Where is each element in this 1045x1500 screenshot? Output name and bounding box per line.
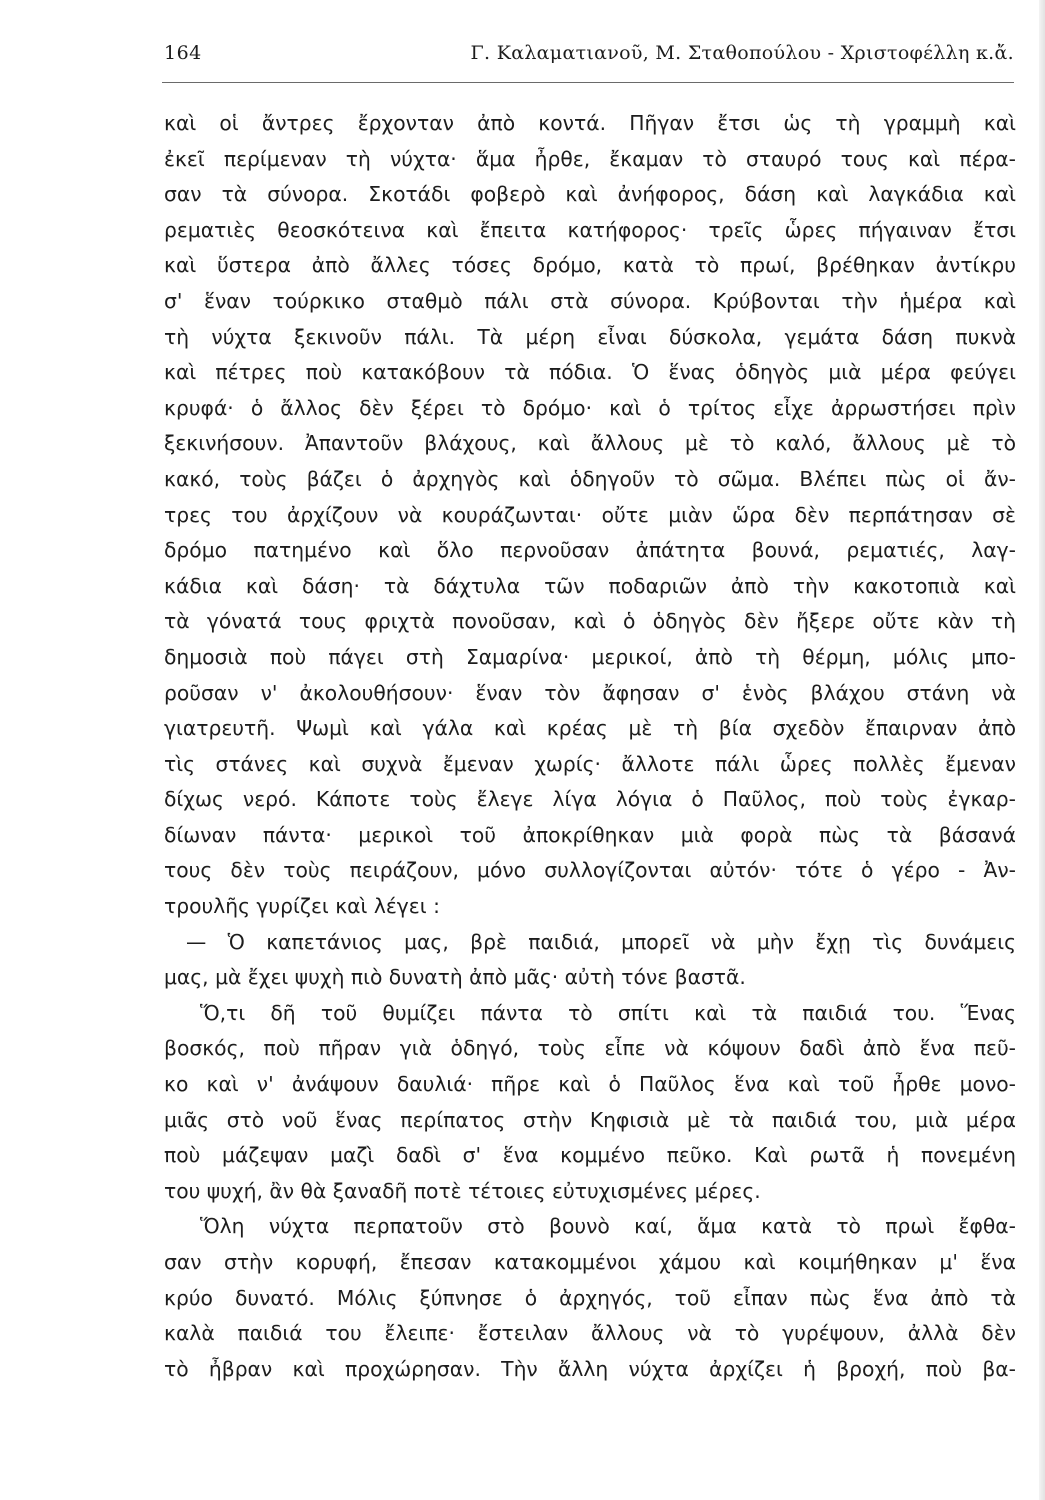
running-head bbox=[162, 40, 1014, 78]
text-line: ξεκινήσουν. Ἀπαντοῦν βλάχους, καὶ ἄλλους μὲ τὸ καλό, ἄλλους μὲ τὸ bbox=[164, 431, 1016, 456]
text-line: σ' ἕναν τούρκικο σταθμὸ πάλι στὰ σύνορα. Κρύβονται τὴν ἡμέρα καὶ bbox=[164, 288, 1016, 313]
text-line: τὴ νύχτα ξεκινοῦν πάλι. Τὰ μέρη εἶναι δύσκολα, γεμάτα δάση πυκνὰ bbox=[164, 324, 1016, 349]
text-line: Ὅλη νύχτα περπατοῦν στὸ βουνὸ καί, ἅμα κατὰ τὸ πρωὶ ἔφθα- bbox=[200, 1214, 1016, 1239]
text-line: τρες του ἀρχίζουν νὰ κουράζωνται· οὔτε μιὰν ὥρα δὲν περπάτησαν σὲ bbox=[164, 502, 1016, 527]
text-line: του ψυχή, ἂν θὰ ξαναδῆ ποτὲ τέτοιες εὐτυχισμένες μέρες. bbox=[164, 1178, 761, 1203]
text-line: τρουλῆς γυρίζει καὶ λέγει : bbox=[164, 894, 440, 919]
text-line: ροῦσαν ν' ἀκολουθήσουν· ἕναν τὸν ἄφησαν σ' ἑνὸς βλάχου στάνη νὰ bbox=[164, 680, 1016, 705]
text-line: μας, μὰ ἔχει ψυχὴ πιὸ δυνατὴ ἀπὸ μᾶς· αὐτὴ τόνε βαστᾶ. bbox=[164, 965, 746, 990]
text-line: τους δὲν τοὺς πειράζουν, μόνο συλλογίζονται αὐτόν· τότε ὁ γέρο - Ἀν- bbox=[164, 858, 1016, 883]
header-rule bbox=[162, 82, 1014, 83]
running-head-title: Γ. Καλαματιανοῦ, Μ. Σταθοπούλου - Χριστοφέλλη κ.ἄ. bbox=[470, 42, 1014, 64]
text-line: καὶ πέτρες ποὺ κατακόβουν τὰ πόδια. Ὁ ἕνας ὁδηγὸς μιὰ μέρα φεύγει bbox=[164, 360, 1016, 385]
text-line: κο καὶ ν' ἀνάψουν δαυλιά· πῆρε καὶ ὁ Παῦλος ἕνα καὶ τοῦ ἦρθε μονο- bbox=[164, 1072, 1016, 1097]
text-line: σαν τὰ σύνορα. Σκοτάδι φοβερὸ καὶ ἀνήφορος, δάση καὶ λαγκάδια καὶ bbox=[164, 182, 1016, 207]
text-line: καλὰ παιδιά του ἔλειπε· ἔστειλαν ἄλλους νὰ τὸ γυρέψουν, ἀλλὰ δὲν bbox=[164, 1321, 1016, 1346]
text-line: γιατρευτῆ. Ψωμὶ καὶ γάλα καὶ κρέας μὲ τὴ βία σχεδὸν ἔπαιρναν ἀπὸ bbox=[164, 716, 1016, 741]
text-line: καὶ οἱ ἄντρες ἔρχονταν ἀπὸ κοντά. Πῆγαν ἔτσι ὡς τὴ γραμμὴ καὶ bbox=[164, 111, 1016, 135]
text-line: δρόμο πατημένο καὶ ὅλο περνοῦσαν ἀπάτητα βουνά, ρεματιές, λαγ- bbox=[164, 538, 1016, 563]
text-line: σαν στὴν κορυφή, ἔπεσαν κατακομμένοι χάμου καὶ κοιμήθηκαν μ' ἕνα bbox=[164, 1250, 1016, 1274]
text-line: καὶ ὕστερα ἀπὸ ἄλλες τόσες δρόμο, κατὰ τὸ πρωί, βρέθηκαν ἀντίκρυ bbox=[164, 253, 1016, 278]
text-line: τὸ ἦβραν καὶ προχώρησαν. Τὴν ἄλλη νύχτα ἀρχίζει ἡ βροχή, ποὺ βα- bbox=[164, 1356, 1016, 1381]
page-edge-shadow bbox=[1039, 0, 1045, 1500]
text-line: Ὅ,τι δῆ τοῦ θυμίζει πάντα τὸ σπίτι καὶ τὰ παιδιά του. Ἕνας bbox=[200, 1000, 1016, 1025]
text-line: — Ὁ καπετάνιος μας, βρὲ παιδιά, μπορεῖ νὰ μὴν ἔχῃ τὶς δυνάμεις bbox=[186, 929, 1016, 954]
text-line: κάδια καὶ δάση· τὰ δάχτυλα τῶν ποδαριῶν ἀπὸ τὴν κακοτοπιὰ καὶ bbox=[164, 573, 1016, 598]
text-line: ποὺ μάζεψαν μαζὶ δαδὶ σ' ἕνα κομμένο πεῦκο. Καὶ ρωτᾶ ἡ πονεμένη bbox=[164, 1143, 1016, 1168]
text-line: κρύο δυνατό. Μόλις ξύπνησε ὁ ἀρχηγός, τοῦ εἶπαν πὼς ἕνα ἀπὸ τὰ bbox=[164, 1285, 1016, 1310]
text-line: τὰ γόνατά τους φριχτὰ πονοῦσαν, καὶ ὁ ὁδηγὸς δὲν ἤξερε οὔτε κὰν τὴ bbox=[164, 609, 1016, 634]
text-line: ρεματιὲς θεοσκότεινα καὶ ἔπειτα κατήφορος· τρεῖς ὧρες πήγαιναν ἔτσι bbox=[164, 217, 1016, 242]
body-text bbox=[164, 106, 1016, 1387]
text-line: κακό, τοὺς βάζει ὁ ἀρχηγὸς καὶ ὁδηγοῦν τὸ σῶμα. Βλέπει πὼς οἱ ἄν- bbox=[164, 466, 1016, 491]
text-line: δίωναν πάντα· μερικοὶ τοῦ ἀποκρίθηκαν μιὰ φορὰ πὼς τὰ βάσανά bbox=[164, 822, 1016, 847]
page-number: 164 bbox=[164, 42, 202, 64]
text-line: κρυφά· ὁ ἄλλος δὲν ξέρει τὸ δρόμο· καὶ ὁ τρίτος εἶχε ἀρρωστήσει πρὶν bbox=[164, 395, 1016, 420]
text-line: βοσκός, ποὺ πῆραν γιὰ ὁδηγό, τοὺς εἶπε νὰ κόψουν δαδὶ ἀπὸ ἕνα πεῦ- bbox=[164, 1036, 1016, 1061]
text-line: δημοσιὰ ποὺ πάγει στὴ Σαμαρίνα· μερικοί, ἀπὸ τὴ θέρμη, μόλις μπο- bbox=[164, 644, 1016, 669]
text-line: δίχως νερό. Κάποτε τοὺς ἔλεγε λίγα λόγια ὁ Παῦλος, ποὺ τοὺς ἐγκαρ- bbox=[164, 787, 1016, 812]
text-line: τὶς στάνες καὶ συχνὰ ἔμεναν χωρίς· ἄλλοτε πάλι ὧρες πολλὲς ἔμεναν bbox=[164, 751, 1016, 776]
text-line: μιᾶς στὸ νοῦ ἕνας περίπατος στὴν Κηφισιὰ μὲ τὰ παιδιά του, μιὰ μέρα bbox=[164, 1107, 1016, 1132]
text-line: ἐκεῖ περίμεναν τὴ νύχτα· ἅμα ἦρθε, ἔκαμαν τὸ σταυρό τους καὶ πέρα- bbox=[164, 146, 1016, 171]
